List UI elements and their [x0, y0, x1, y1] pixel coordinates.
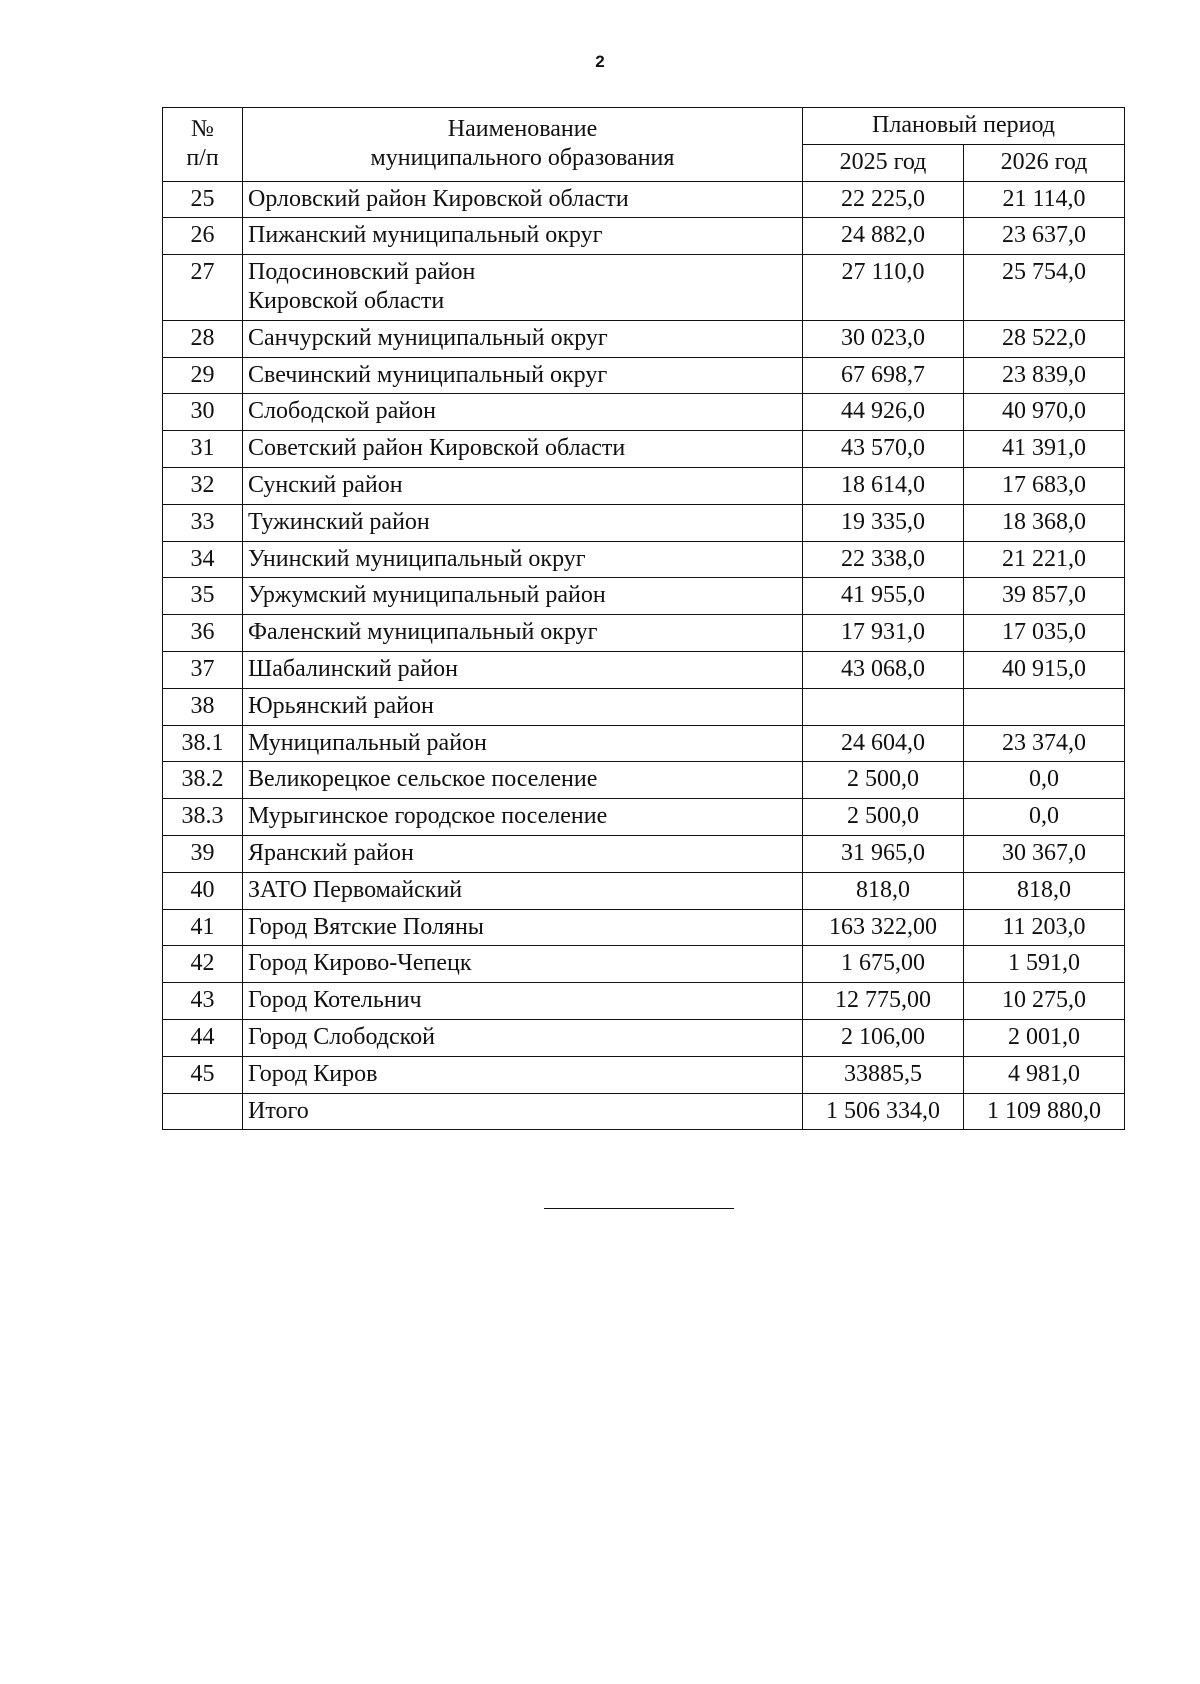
municipality-name [243, 504, 803, 541]
row-number: 33 [163, 504, 243, 541]
table-row [163, 651, 1125, 688]
municipality-name-line: Великорецкое сельское поселение [248, 766, 598, 793]
value-2025: 43 570,0 [803, 431, 964, 468]
municipality-name-line: Яранский район [248, 839, 414, 866]
row-number: 28 [163, 320, 243, 357]
value-2026: 17 035,0 [964, 615, 1125, 652]
value-2025: 33885,5 [803, 1056, 964, 1093]
value-2026: 40 970,0 [964, 394, 1125, 431]
budget-table-wrapper [162, 107, 1124, 1130]
municipality-name-line: Город Котельнич [248, 987, 422, 1014]
municipality-name [243, 799, 803, 836]
municipality-name-line: Унинский муниципальный округ [248, 545, 586, 572]
value-2025: 30 023,0 [803, 320, 964, 357]
municipality-name-line: Мурыгинское городское поселение [248, 803, 608, 830]
value-2026: 41 391,0 [964, 431, 1125, 468]
municipality-name [243, 835, 803, 872]
value-2025: 2 500,0 [803, 762, 964, 799]
municipality-name [243, 357, 803, 394]
value-2025: 22 338,0 [803, 541, 964, 578]
table-row [163, 357, 1125, 394]
value-2026: 2 001,0 [964, 1019, 1125, 1056]
municipality-name-line: Свечинский муниципальный округ [248, 361, 608, 388]
table-row [163, 255, 1125, 321]
municipality-name [243, 872, 803, 909]
municipality-name-line: Кировской области [248, 287, 445, 314]
value-2026: 4 981,0 [964, 1056, 1125, 1093]
value-2025: 19 335,0 [803, 504, 964, 541]
municipality-name-line: Юрьянский район [248, 692, 434, 719]
row-number: 38.2 [163, 762, 243, 799]
row-number: 31 [163, 431, 243, 468]
value-2026: 25 754,0 [964, 255, 1125, 321]
table-row [163, 394, 1125, 431]
value-2026: 23 637,0 [964, 218, 1125, 255]
value-2025: 2 106,00 [803, 1019, 964, 1056]
table-row [163, 578, 1125, 615]
municipality-name [243, 255, 803, 321]
value-2026: 30 367,0 [964, 835, 1125, 872]
row-number: 30 [163, 394, 243, 431]
value-2026: 818,0 [964, 872, 1125, 909]
municipality-name-line: Уржумский муниципальный район [248, 582, 606, 609]
municipality-name [243, 181, 803, 218]
header-name-line-2: муниципального образования [370, 144, 675, 171]
value-2026: 23 374,0 [964, 725, 1125, 762]
value-2026: 17 683,0 [964, 467, 1125, 504]
value-2026: 21 221,0 [964, 541, 1125, 578]
municipality-name [243, 651, 803, 688]
row-number: 38 [163, 688, 243, 725]
table-row [163, 909, 1125, 946]
header-planned-period: Плановый период [803, 108, 1125, 145]
municipality-name-line: Город Вятские Поляны [248, 913, 484, 940]
municipality-name-line: Советский район Кировской области [248, 435, 626, 462]
row-number: 25 [163, 181, 243, 218]
header-number-cell [163, 108, 243, 182]
value-2026: 18 368,0 [964, 504, 1125, 541]
row-number: 36 [163, 615, 243, 652]
value-2025: 818,0 [803, 872, 964, 909]
municipality-name-line: Подосиновский район [248, 259, 476, 286]
value-2026: 11 203,0 [964, 909, 1125, 946]
table-header [163, 108, 1125, 182]
municipality-name [243, 725, 803, 762]
municipality-name-line: Тужинский район [248, 508, 430, 535]
municipality-name [243, 688, 803, 725]
municipality-name [243, 762, 803, 799]
header-row-1 [163, 108, 1125, 145]
value-2025: 18 614,0 [803, 467, 964, 504]
value-2026: 40 915,0 [964, 651, 1125, 688]
municipality-name-line: Итого [248, 1097, 309, 1124]
value-2026: 1 591,0 [964, 946, 1125, 983]
budget-table [162, 107, 1125, 1130]
value-2025: 163 322,00 [803, 909, 964, 946]
table-row [163, 983, 1125, 1020]
table-row [163, 467, 1125, 504]
municipality-name-line: Пижанский муниципальный округ [248, 222, 603, 249]
table-row [163, 762, 1125, 799]
municipality-name [243, 394, 803, 431]
table-row [163, 615, 1125, 652]
value-2026 [964, 688, 1125, 725]
value-2026: 0,0 [964, 799, 1125, 836]
municipality-name [243, 578, 803, 615]
value-2025: 67 698,7 [803, 357, 964, 394]
header-number-symbol: № [191, 116, 214, 142]
table-row [163, 504, 1125, 541]
table-row [163, 431, 1125, 468]
municipality-name [243, 1093, 803, 1130]
table-row [163, 835, 1125, 872]
municipality-name-line: ЗАТО Первомайский [248, 876, 463, 903]
value-2026: 28 522,0 [964, 320, 1125, 357]
municipality-name-line: Слободской район [248, 398, 436, 425]
value-2026: 10 275,0 [964, 983, 1125, 1020]
municipality-name-line: Муниципальный район [248, 729, 487, 756]
row-number: 29 [163, 357, 243, 394]
municipality-name [243, 909, 803, 946]
municipality-name [243, 946, 803, 983]
table-row [163, 320, 1125, 357]
row-number: 44 [163, 1019, 243, 1056]
value-2025: 2 500,0 [803, 799, 964, 836]
value-2026: 1 109 880,0 [964, 1093, 1125, 1130]
municipality-name-line: Орловский район Кировской области [248, 185, 629, 212]
end-of-document-rule [544, 1208, 734, 1209]
municipality-name [243, 320, 803, 357]
header-name-line-1: Наименование [447, 116, 598, 142]
row-number: 45 [163, 1056, 243, 1093]
value-2025: 43 068,0 [803, 651, 964, 688]
row-number: 32 [163, 467, 243, 504]
value-2025: 24 604,0 [803, 725, 964, 762]
row-number: 38.3 [163, 799, 243, 836]
table-row [163, 1093, 1125, 1130]
table-row [163, 181, 1125, 218]
municipality-name [243, 615, 803, 652]
value-2025: 44 926,0 [803, 394, 964, 431]
table-body [163, 181, 1125, 1130]
value-2025: 22 225,0 [803, 181, 964, 218]
row-number: 37 [163, 651, 243, 688]
value-2026: 21 114,0 [964, 181, 1125, 218]
row-number [163, 1093, 243, 1130]
municipality-name [243, 431, 803, 468]
table-row [163, 541, 1125, 578]
row-number: 42 [163, 946, 243, 983]
municipality-name-line: Фаленский муниципальный округ [248, 619, 598, 646]
table-row [163, 688, 1125, 725]
header-year-2026: 2026 год [964, 144, 1125, 181]
table-row [163, 1019, 1125, 1056]
row-number: 34 [163, 541, 243, 578]
row-number: 27 [163, 255, 243, 321]
value-2025: 41 955,0 [803, 578, 964, 615]
table-row [163, 799, 1125, 836]
municipality-name-line: Сунский район [248, 471, 403, 498]
municipality-name-line: Город Слободской [248, 1023, 435, 1050]
value-2026: 0,0 [964, 762, 1125, 799]
row-number: 35 [163, 578, 243, 615]
value-2026: 23 839,0 [964, 357, 1125, 394]
municipality-name [243, 1056, 803, 1093]
municipality-name-line: Санчурский муниципальный округ [248, 324, 608, 351]
row-number: 26 [163, 218, 243, 255]
header-year-2025: 2025 год [803, 144, 964, 181]
municipality-name [243, 983, 803, 1020]
value-2025 [803, 688, 964, 725]
table-row [163, 872, 1125, 909]
header-name-cell [243, 108, 803, 182]
value-2025: 1 675,00 [803, 946, 964, 983]
municipality-name-line: Шабалинский район [248, 655, 458, 682]
value-2025: 27 110,0 [803, 255, 964, 321]
municipality-name-line: Город Киров [248, 1060, 378, 1087]
value-2025: 31 965,0 [803, 835, 964, 872]
municipality-name [243, 1019, 803, 1056]
value-2025: 12 775,00 [803, 983, 964, 1020]
municipality-name [243, 467, 803, 504]
table-row [163, 946, 1125, 983]
value-2025: 17 931,0 [803, 615, 964, 652]
row-number: 41 [163, 909, 243, 946]
value-2026: 39 857,0 [964, 578, 1125, 615]
table-row [163, 218, 1125, 255]
municipality-name [243, 218, 803, 255]
row-number: 40 [163, 872, 243, 909]
table-row [163, 1056, 1125, 1093]
page-number: 2 [595, 52, 605, 71]
header-number-label: п/п [186, 144, 219, 171]
municipality-name [243, 541, 803, 578]
table-row [163, 725, 1125, 762]
value-2025: 24 882,0 [803, 218, 964, 255]
row-number: 38.1 [163, 725, 243, 762]
row-number: 43 [163, 983, 243, 1020]
municipality-name-line: Город Кирово-Чепецк [248, 950, 472, 977]
value-2025: 1 506 334,0 [803, 1093, 964, 1130]
row-number: 39 [163, 835, 243, 872]
